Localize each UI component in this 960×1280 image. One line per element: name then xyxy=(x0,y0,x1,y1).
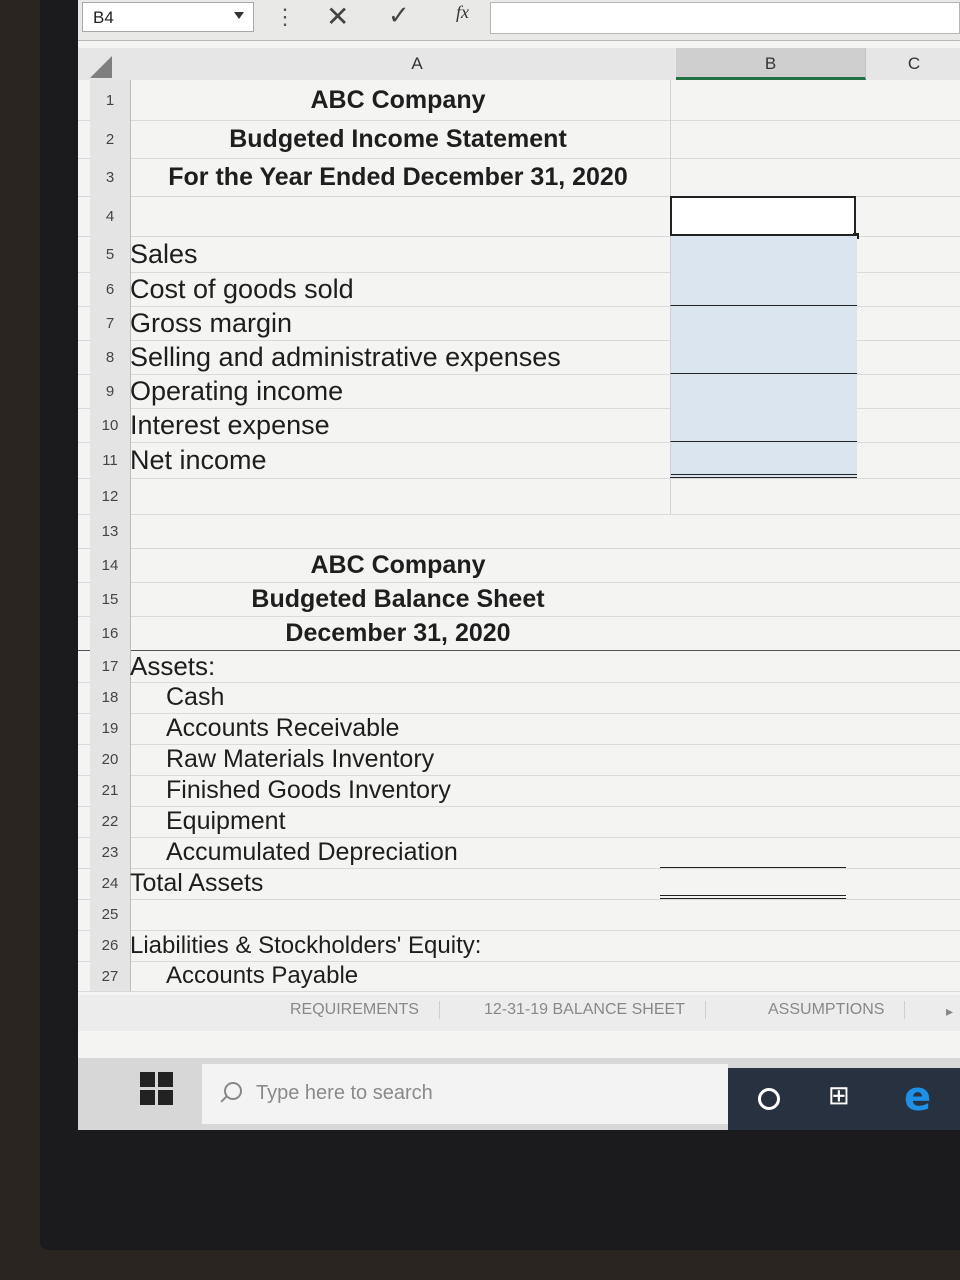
cell-b[interactable] xyxy=(670,478,857,514)
search-placeholder: Type here to search xyxy=(256,1082,433,1104)
input-cell[interactable] xyxy=(670,408,857,442)
table-row xyxy=(78,196,960,237)
income-line-label[interactable]: Operating income xyxy=(130,375,344,406)
more-tabs-icon[interactable]: ▸ xyxy=(946,1003,954,1019)
row-number[interactable]: 5 xyxy=(90,236,131,272)
row-number[interactable]: 20 xyxy=(90,744,131,775)
row-number[interactable]: 8 xyxy=(90,340,131,374)
name-box[interactable]: B4 xyxy=(82,2,254,32)
table-row xyxy=(78,236,960,273)
row-number[interactable]: 17 xyxy=(90,650,131,682)
row-number[interactable]: 2 xyxy=(90,120,131,158)
cell-b[interactable] xyxy=(670,80,857,120)
row-number[interactable]: 23 xyxy=(90,837,131,868)
asset-line-label[interactable]: Accounts Receivable xyxy=(166,714,400,742)
row-number[interactable]: 4 xyxy=(90,196,131,236)
table-row xyxy=(78,868,960,900)
asset-line-label[interactable]: Finished Goods Inventory xyxy=(166,776,451,804)
select-all-button[interactable] xyxy=(90,56,112,78)
input-cell[interactable] xyxy=(670,340,857,374)
row-number[interactable]: 21 xyxy=(90,775,131,806)
balance-company-name[interactable]: ABC Company xyxy=(310,550,486,579)
row-number[interactable]: 13 xyxy=(90,514,131,548)
row-number[interactable]: 22 xyxy=(90,806,131,837)
income-line-label[interactable]: Interest expense xyxy=(130,409,330,440)
row-number[interactable]: 16 xyxy=(90,616,131,650)
table-row xyxy=(78,713,960,745)
asset-line-label[interactable]: Equipment xyxy=(166,807,286,835)
table-row xyxy=(78,374,960,409)
table-row xyxy=(78,408,960,443)
taskbar-search-box[interactable] xyxy=(202,1064,728,1124)
table-row xyxy=(78,272,960,307)
input-cell[interactable] xyxy=(670,442,857,478)
asset-line-label[interactable]: Cash xyxy=(166,683,225,711)
cell-b[interactable] xyxy=(670,158,857,196)
income-company-name[interactable]: ABC Company xyxy=(310,85,486,114)
row-number[interactable]: 25 xyxy=(90,899,131,930)
balance-sheet-title[interactable]: Budgeted Balance Sheet xyxy=(251,584,545,613)
row-number[interactable]: 9 xyxy=(90,374,131,408)
table-row xyxy=(78,548,960,583)
checkmark-icon[interactable]: ✓ xyxy=(388,0,410,30)
table-row xyxy=(78,775,960,807)
table-row xyxy=(78,961,960,992)
row-number[interactable]: 14 xyxy=(90,548,131,582)
asset-line-label[interactable]: Raw Materials Inventory xyxy=(166,745,435,773)
cell-a[interactable] xyxy=(130,196,666,236)
input-cell[interactable] xyxy=(670,236,857,272)
table-row xyxy=(78,478,960,515)
cortana-icon[interactable] xyxy=(758,1088,780,1110)
sheet-tab-requirements[interactable]: REQUIREMENTS xyxy=(290,1001,440,1019)
search-icon xyxy=(224,1082,242,1100)
row-number[interactable]: 15 xyxy=(90,582,131,616)
table-row xyxy=(78,616,960,651)
selected-cell-b4[interactable] xyxy=(670,196,856,236)
table-row xyxy=(78,744,960,776)
sheet-tab-assumptions[interactable]: ASSUMPTIONS xyxy=(768,1001,905,1019)
column-header-a[interactable]: A xyxy=(118,48,717,80)
row-number[interactable]: 11 xyxy=(90,442,131,478)
windows-taskbar xyxy=(78,1058,960,1130)
income-line-label[interactable]: Net income xyxy=(130,444,267,475)
table-row xyxy=(78,306,960,341)
row-number[interactable]: 24 xyxy=(90,868,131,899)
table-row xyxy=(78,806,960,838)
row-number[interactable]: 3 xyxy=(90,158,131,196)
more-options-icon[interactable]: ⋮ xyxy=(274,4,294,29)
edge-browser-icon[interactable]: e xyxy=(904,1074,932,1120)
assets-header[interactable]: Assets: xyxy=(130,650,216,681)
row-number[interactable]: 1 xyxy=(90,80,131,120)
liability-line-label[interactable]: Accounts Payable xyxy=(166,962,359,989)
input-cell[interactable] xyxy=(670,272,857,306)
income-line-label[interactable]: Sales xyxy=(130,238,198,269)
table-row xyxy=(78,120,960,159)
sheet-tab-bar xyxy=(78,995,960,1031)
table-row xyxy=(78,930,960,962)
excel-window xyxy=(78,0,960,1130)
income-statement-title[interactable]: Budgeted Income Statement xyxy=(229,124,567,153)
sheet-tab-balance-sheet[interactable]: 12-31-19 BALANCE SHEET xyxy=(484,1001,706,1019)
table-row xyxy=(78,682,960,714)
taskbar-app-strip xyxy=(728,1068,960,1130)
subtotal-cell[interactable] xyxy=(660,837,846,868)
income-line-label[interactable]: Cost of goods sold xyxy=(130,273,354,304)
column-header-b[interactable]: B xyxy=(676,48,866,80)
table-row xyxy=(78,442,960,479)
formula-bar xyxy=(78,0,960,41)
close-icon[interactable]: ✕ xyxy=(326,1,350,32)
row-number[interactable]: 12 xyxy=(90,478,131,514)
insert-function-button[interactable]: fx xyxy=(456,2,469,22)
windows-start-icon[interactable] xyxy=(140,1072,174,1106)
column-header-c[interactable]: C xyxy=(868,48,960,80)
total-assets-label[interactable]: Total Assets xyxy=(130,869,264,897)
worksheet-grid xyxy=(78,80,960,989)
row-number[interactable]: 19 xyxy=(90,713,131,744)
cell-b[interactable] xyxy=(670,120,857,158)
income-line-label[interactable]: Gross margin xyxy=(130,307,293,338)
balance-sheet-date[interactable]: December 31, 2020 xyxy=(285,618,511,647)
row-number[interactable]: 26 xyxy=(90,930,131,961)
table-row xyxy=(78,899,960,931)
asset-line-label[interactable]: Accumulated Depreciation xyxy=(166,838,458,866)
column-headers xyxy=(78,48,960,80)
total-assets-cell[interactable] xyxy=(660,868,846,899)
liabilities-header[interactable]: Liabilities & Stockholders' Equity: xyxy=(130,931,482,959)
table-row xyxy=(78,650,960,683)
input-cell[interactable] xyxy=(670,306,857,340)
row-number[interactable]: 6 xyxy=(90,272,131,306)
formula-input[interactable] xyxy=(490,2,960,34)
row-number[interactable]: 10 xyxy=(90,408,131,442)
input-cell[interactable] xyxy=(670,374,857,408)
chevron-down-icon[interactable] xyxy=(234,12,244,19)
row-number[interactable]: 18 xyxy=(90,682,131,713)
table-row xyxy=(78,80,960,121)
table-row xyxy=(78,158,960,197)
table-row xyxy=(78,837,960,869)
table-row xyxy=(78,340,960,375)
row-number[interactable]: 27 xyxy=(90,961,131,991)
table-row xyxy=(78,582,960,617)
row-number[interactable]: 7 xyxy=(90,306,131,340)
task-view-icon[interactable]: ⊞ xyxy=(828,1080,850,1110)
income-line-label[interactable]: Selling and administrative expenses xyxy=(130,341,561,372)
income-statement-period[interactable]: For the Year Ended December 31, 2020 xyxy=(168,162,628,191)
table-row xyxy=(78,514,960,549)
